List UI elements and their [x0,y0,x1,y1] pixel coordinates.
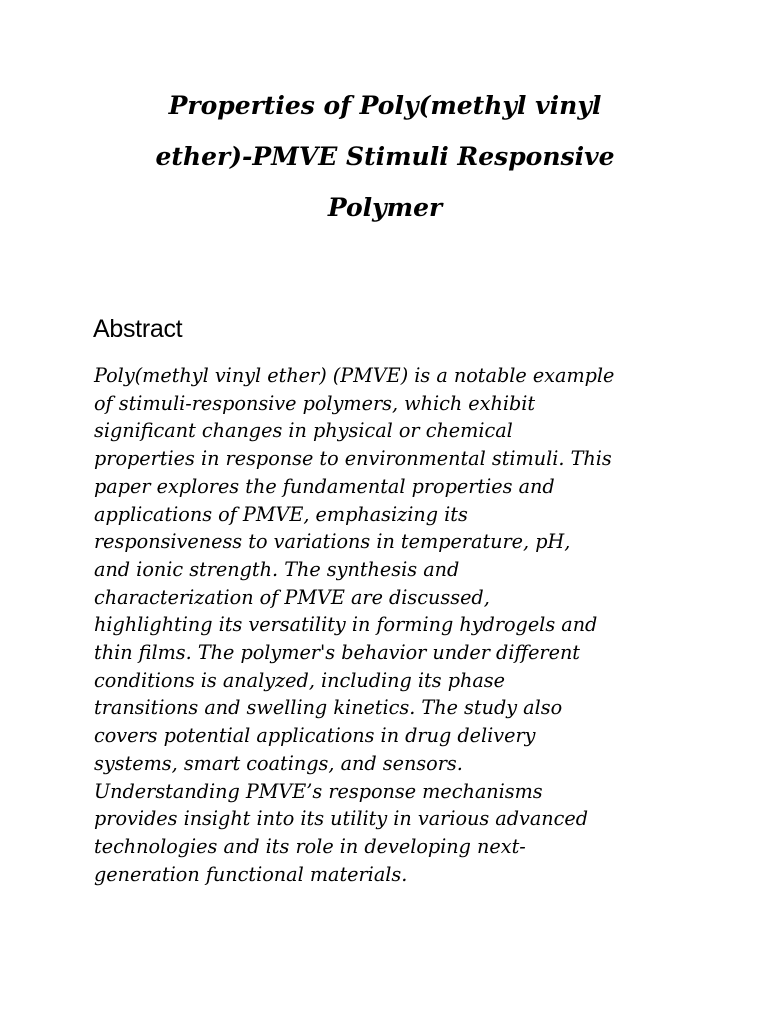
abstract-heading: Abstract [93,315,183,343]
abstract-line: highlighting its versatility in forming hydrogels and [94,613,598,637]
abstract-line: characterization of PMVE are discussed, [94,585,490,609]
abstract-line: generation functional materials. [94,862,408,886]
abstract-line: properties in response to environmental stimuli. This [94,447,612,471]
abstract-line: applications of PMVE, emphasizing its [94,502,468,526]
paper-title: Properties of Poly(methyl vinyl ether)-PMVE Stimuli Responsive Polymer [155,91,615,222]
abstract-body [94,362,694,888]
abstract-line: of stimuli-responsive polymers, which exhibit [94,391,536,415]
abstract-line: provides insight into its utility in various advanced [94,807,589,831]
abstract-line: technologies and its role in developing next- [94,834,526,858]
abstract-line: paper explores the fundamental properties and [94,474,555,498]
abstract-line: significant changes in physical or chemical [94,419,513,443]
abstract-line: responsiveness to variations in temperature, pH, [94,530,571,554]
abstract-line: Understanding PMVE’s response mechanisms [94,779,543,803]
abstract-line: thin films. The polymer's behavior under different [94,641,581,665]
abstract-line: conditions is analyzed, including its phase [94,668,505,692]
abstract-line: and ionic strength. The synthesis and [94,557,460,581]
abstract-line: systems, smart coatings, and sensors. [94,751,463,775]
abstract-line: covers potential applications in drug delivery [94,724,536,748]
abstract-line: Poly(methyl vinyl ether) (PMVE) is a notable example [94,364,615,387]
abstract-line: transitions and swelling kinetics. The study also [94,696,563,720]
